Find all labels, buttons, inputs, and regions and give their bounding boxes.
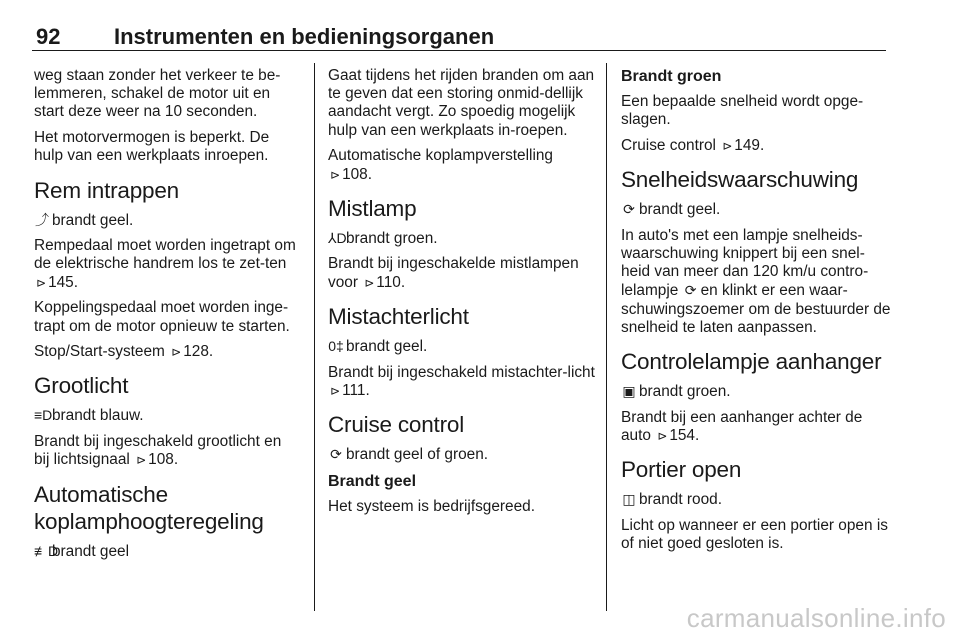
page-ref-icon: ⊳ (171, 345, 182, 360)
page-ref[interactable]: 111. (342, 381, 370, 399)
page-ref-icon: ⊳ (722, 138, 733, 153)
page-ref-icon: ⊳ (330, 383, 341, 398)
column-2 (328, 67, 598, 523)
header-rule (32, 50, 886, 51)
page-ref[interactable]: 108. (342, 165, 373, 183)
sub-heading: Brandt groen (621, 68, 722, 85)
page-ref-icon: ⊳ (657, 428, 668, 443)
section-heading-portier-open: Portier open (621, 457, 742, 483)
high-beam-icon: ≡D (34, 407, 53, 424)
paragraph: Brandt bij ingeschakeld grootlicht en bij lichtsignaal ⊳ 108. (34, 433, 282, 469)
column-1 (34, 67, 300, 568)
column-3 (621, 67, 891, 561)
status-line: ⟳ brandt geel. (621, 200, 891, 219)
status-line: ▣ brandt groen. (622, 383, 731, 401)
page-ref[interactable]: 149. (734, 136, 765, 154)
paragraph: Brandt bij ingeschakeld mistachter-licht ⊳ 111. (328, 363, 595, 399)
page-ref-icon: ⊳ (36, 275, 47, 290)
status-line: ⟳ brandt geel of groen. (328, 445, 598, 464)
status-line: 0‡ brandt geel. (328, 337, 428, 355)
front-fog-icon: ⅄D (328, 229, 347, 246)
section-heading-auto-koplamp: Automatische koplamphoogteregeling (34, 481, 264, 534)
paragraph: Het motorvermogen is beperkt. De hulp van een werkplaats inroepen. (34, 129, 270, 165)
status-line: ≡Dbrandt blauw. (34, 407, 144, 425)
section-heading-mistachterlicht: Mistachterlicht (328, 303, 469, 329)
paragraph: Het systeem is bedrijfsgereed. (328, 497, 536, 515)
paragraph: In auto's met een lampje snelheids-waarschuwing knippert bij een snel-heid van meer dan 120 km/u contro-lelampje ⟳ en klinkt er een waar-schuwingszoemer om de bestuurder de snelheid te laten aanpassen. (621, 226, 891, 336)
page-ref-icon: ⊳ (136, 453, 147, 468)
page-ref[interactable]: 128. (183, 343, 214, 361)
page-title: Instrumenten en bedieningsorganen (114, 24, 495, 49)
section-heading-grootlicht: Grootlicht (34, 373, 129, 399)
paragraph: Stop/Start-systeem ⊳ 128. (34, 343, 214, 361)
section-heading-rem: Rem intrappen (34, 177, 179, 203)
section-heading-aanhanger: Controlelampje aanhanger (621, 349, 882, 375)
page-ref[interactable]: 154. (669, 426, 700, 444)
status-line: ⤴ brandt geel. (35, 211, 134, 229)
cruise-control-icon: ⟳ (330, 445, 342, 462)
page-ref[interactable]: 110. (376, 273, 406, 291)
paragraph: Brandt bij ingeschakelde mistlampen voor ⊳ 110. (328, 255, 579, 291)
page-number: 92 (36, 24, 61, 49)
paragraph: Automatische koplampverstelling ⊳ 108. (328, 147, 553, 183)
paragraph: Cruise control ⊳ 149. (621, 136, 765, 154)
paragraph: Rempedaal moet worden ingetrapt om de elektrische handrem los te zet-ten ⊳ 145. (34, 237, 296, 291)
paragraph: Gaat tijdens het rijden branden om aan te geven dat een storing onmid-dellijk aandacht vergt. Zo spoedig mogelijk hulp van een werkplaats in-roepen. (328, 67, 595, 139)
sub-heading: Brandt geel (328, 472, 417, 490)
door-open-icon: ◫ (622, 491, 636, 508)
paragraph: Koppelingspedaal moet worden inge-trapt om de motor opnieuw te starten. (34, 299, 290, 335)
page-ref[interactable]: 145. (48, 273, 79, 291)
paragraph: Licht op wanneer er een portier open is of niet goed gesloten is. (621, 516, 888, 553)
paragraph: Brandt bij een aanhanger achter de auto ⊳ 154. (621, 408, 863, 444)
status-line: ◫ brandt rood. (622, 491, 722, 509)
status-line: ⅄Dbrandt groen. (328, 229, 438, 247)
page-header (36, 24, 886, 48)
section-heading-cruise-control: Cruise control (328, 411, 465, 437)
rear-fog-icon: 0‡ (328, 337, 344, 354)
brake-pedal-icon: ⤴ (35, 211, 49, 228)
page-ref-icon: ⊳ (364, 275, 375, 290)
speed-warning-icon: ⟳ (623, 201, 635, 218)
status-line: ≢Dbrandt geel (34, 542, 130, 560)
column-divider-2 (606, 63, 607, 611)
headlamp-leveling-icon: ≢D (34, 542, 59, 559)
trailer-icon: ▣ (622, 383, 636, 400)
section-heading-mistlamp: Mistlamp (328, 195, 417, 221)
page-ref-icon: ⊳ (330, 167, 341, 182)
paragraph: Een bepaalde snelheid wordt opge-slagen. (621, 93, 864, 129)
watermark: carmanualsonline.info (686, 603, 946, 633)
section-heading-snelheidswaarschuwing: Snelheidswaarschuwing (621, 167, 859, 193)
page-ref[interactable]: 108. (148, 451, 179, 469)
speed-warning-icon: ⟳ (684, 282, 697, 299)
column-divider-1 (314, 63, 315, 611)
paragraph: weg staan zonder het verkeer te be-lemmeren, schakel de motor uit en start deze weer na 10 seconden. (34, 67, 281, 121)
